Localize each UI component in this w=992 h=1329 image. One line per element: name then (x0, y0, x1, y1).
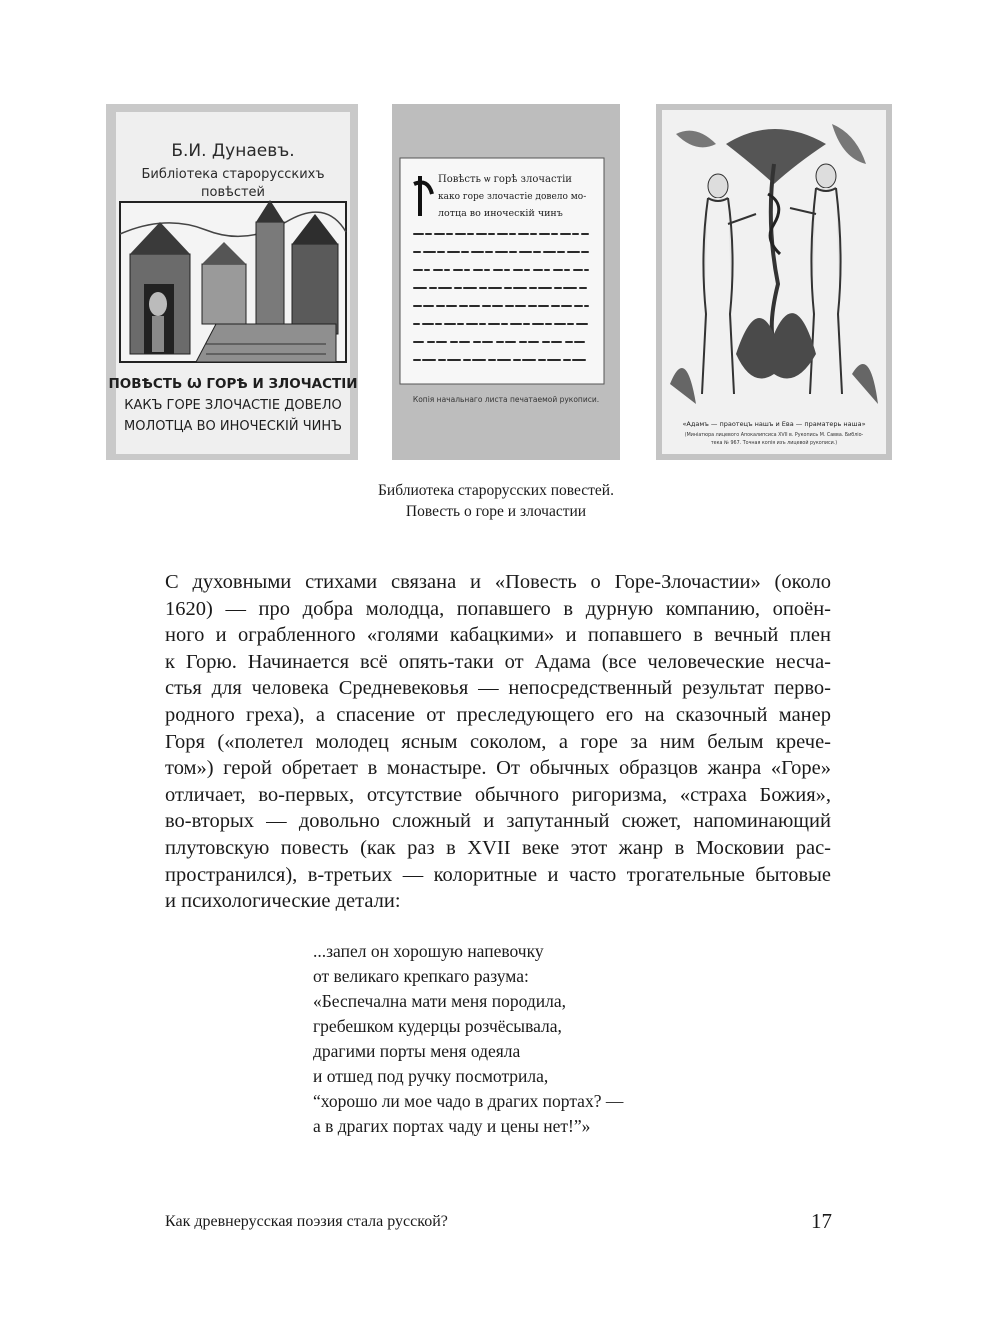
verse-line: от великаго крепкаго разума: (313, 966, 529, 986)
cover-series-line1: Библіотека старорусскихъ (141, 167, 325, 182)
miniature-caption-line3: тека № 967. Точная копія изъ лицевой рукописи.) (710, 441, 838, 446)
manuscript-line2: како горе злочастіе довело мо- (438, 192, 587, 202)
verse-line: драгими порты меня одеяла (313, 1041, 521, 1061)
body-line: ного и ограбленного «голями кабацкими» и попавшего в вечный плен (165, 624, 831, 647)
verse-line: гребешком кудерцы розчёсывала, (313, 1016, 562, 1036)
verse-quotation (313, 939, 733, 1139)
cover-title-line2: КАКЪ ГОРЕ ЗЛОЧАСТІЕ ДОВЕЛО (124, 398, 342, 413)
body-line: пространился), в-третьих — колоритные и часто трогательные бытовые (165, 863, 831, 886)
verse-line: «Беспечална мати меня породила, (313, 991, 566, 1011)
verse-line: и отшед под ручку посмотрила, (313, 1066, 549, 1086)
manuscript-plate-caption: Копія начальнаго листа печатаемой рукописи. (412, 395, 600, 404)
cover-series-line2: повѣстей (200, 185, 266, 200)
illustration-plates (0, 104, 992, 460)
verse-line: а в драгих портах чаду и цены нет!”» (313, 1116, 591, 1136)
figure-adam-eve-miniature (656, 104, 892, 460)
body-line: родного греха), а спасение от преследующего его на сказочный манер (165, 703, 831, 726)
body-line: 1620) — про добра молодца, попавшего в дурную компанию, опоён- (165, 597, 831, 620)
miniature-caption-line2: (Миніатюра лицевого Апокалипсиса XVII в. Рукопись М. Савва. Библіо- (684, 433, 864, 438)
verse-line: ...запел он хорошую напевочку (313, 941, 544, 961)
cover-title-line3: МОЛОТЦА ВО ИНОЧЕСКІЙ ЧИНЪ (124, 419, 342, 434)
running-footer-title: Как древнерусская поэзия стала русской? (165, 1213, 448, 1230)
body-line: стья для человека Средневековья — непосредственный результат перво- (165, 677, 831, 700)
body-line: Горя («полетел молодец ясным соколом, а горе за ним белым кречe- (165, 730, 831, 753)
cover-author: Б.И. Дунаевъ. (171, 141, 295, 161)
body-line: к Горю. Начинается всё опять-таки от Адама (все человеческие несча- (165, 650, 831, 673)
cover-title-line1: ПОВѢСТЬ Ѡ ГОРѢ И ЗЛОЧАСТІИ (108, 376, 358, 392)
verse-line: “хорошо ли мое чадо в драгих портах? — (313, 1091, 624, 1111)
body-line: во-вторых — довольно сложный и запутанный сюжет, напоминающий (165, 810, 831, 833)
figure-manuscript-page (392, 104, 620, 460)
body-line: и психологические детали: (165, 890, 401, 913)
figure-caption-line1: Библиотека старорусских повестей. (378, 482, 614, 499)
cover-illustration (120, 200, 346, 362)
body-line: отличает, во-первых, отсутствие обычного ригоризма, «страха Божия», (165, 783, 831, 806)
page-number: 17 (811, 1209, 832, 1233)
body-line: С духовными стихами связана и «Повесть о Горе-Злочастии» (около (165, 571, 831, 593)
body-line: том») герой обретает в монастыре. От обычных образцов жанра «Горе» (165, 757, 831, 780)
figure-caption (0, 480, 992, 522)
figure-caption-line2: Повесть о горе и злочастии (405, 503, 587, 520)
body-line: плутовскую повесть (как раз в XVII веке этот жанр в Московии рас- (165, 836, 831, 859)
manuscript-line3: лотца во иноческій чинъ (438, 208, 563, 219)
manuscript-line1: Повѣсть ѡ горѣ злочастіи (438, 174, 572, 185)
figure-book-cover (106, 104, 358, 460)
miniature-caption-line1: «Адамъ — праотецъ нашъ и Ева — праматерь наша» (682, 420, 866, 428)
body-paragraph (165, 569, 831, 915)
